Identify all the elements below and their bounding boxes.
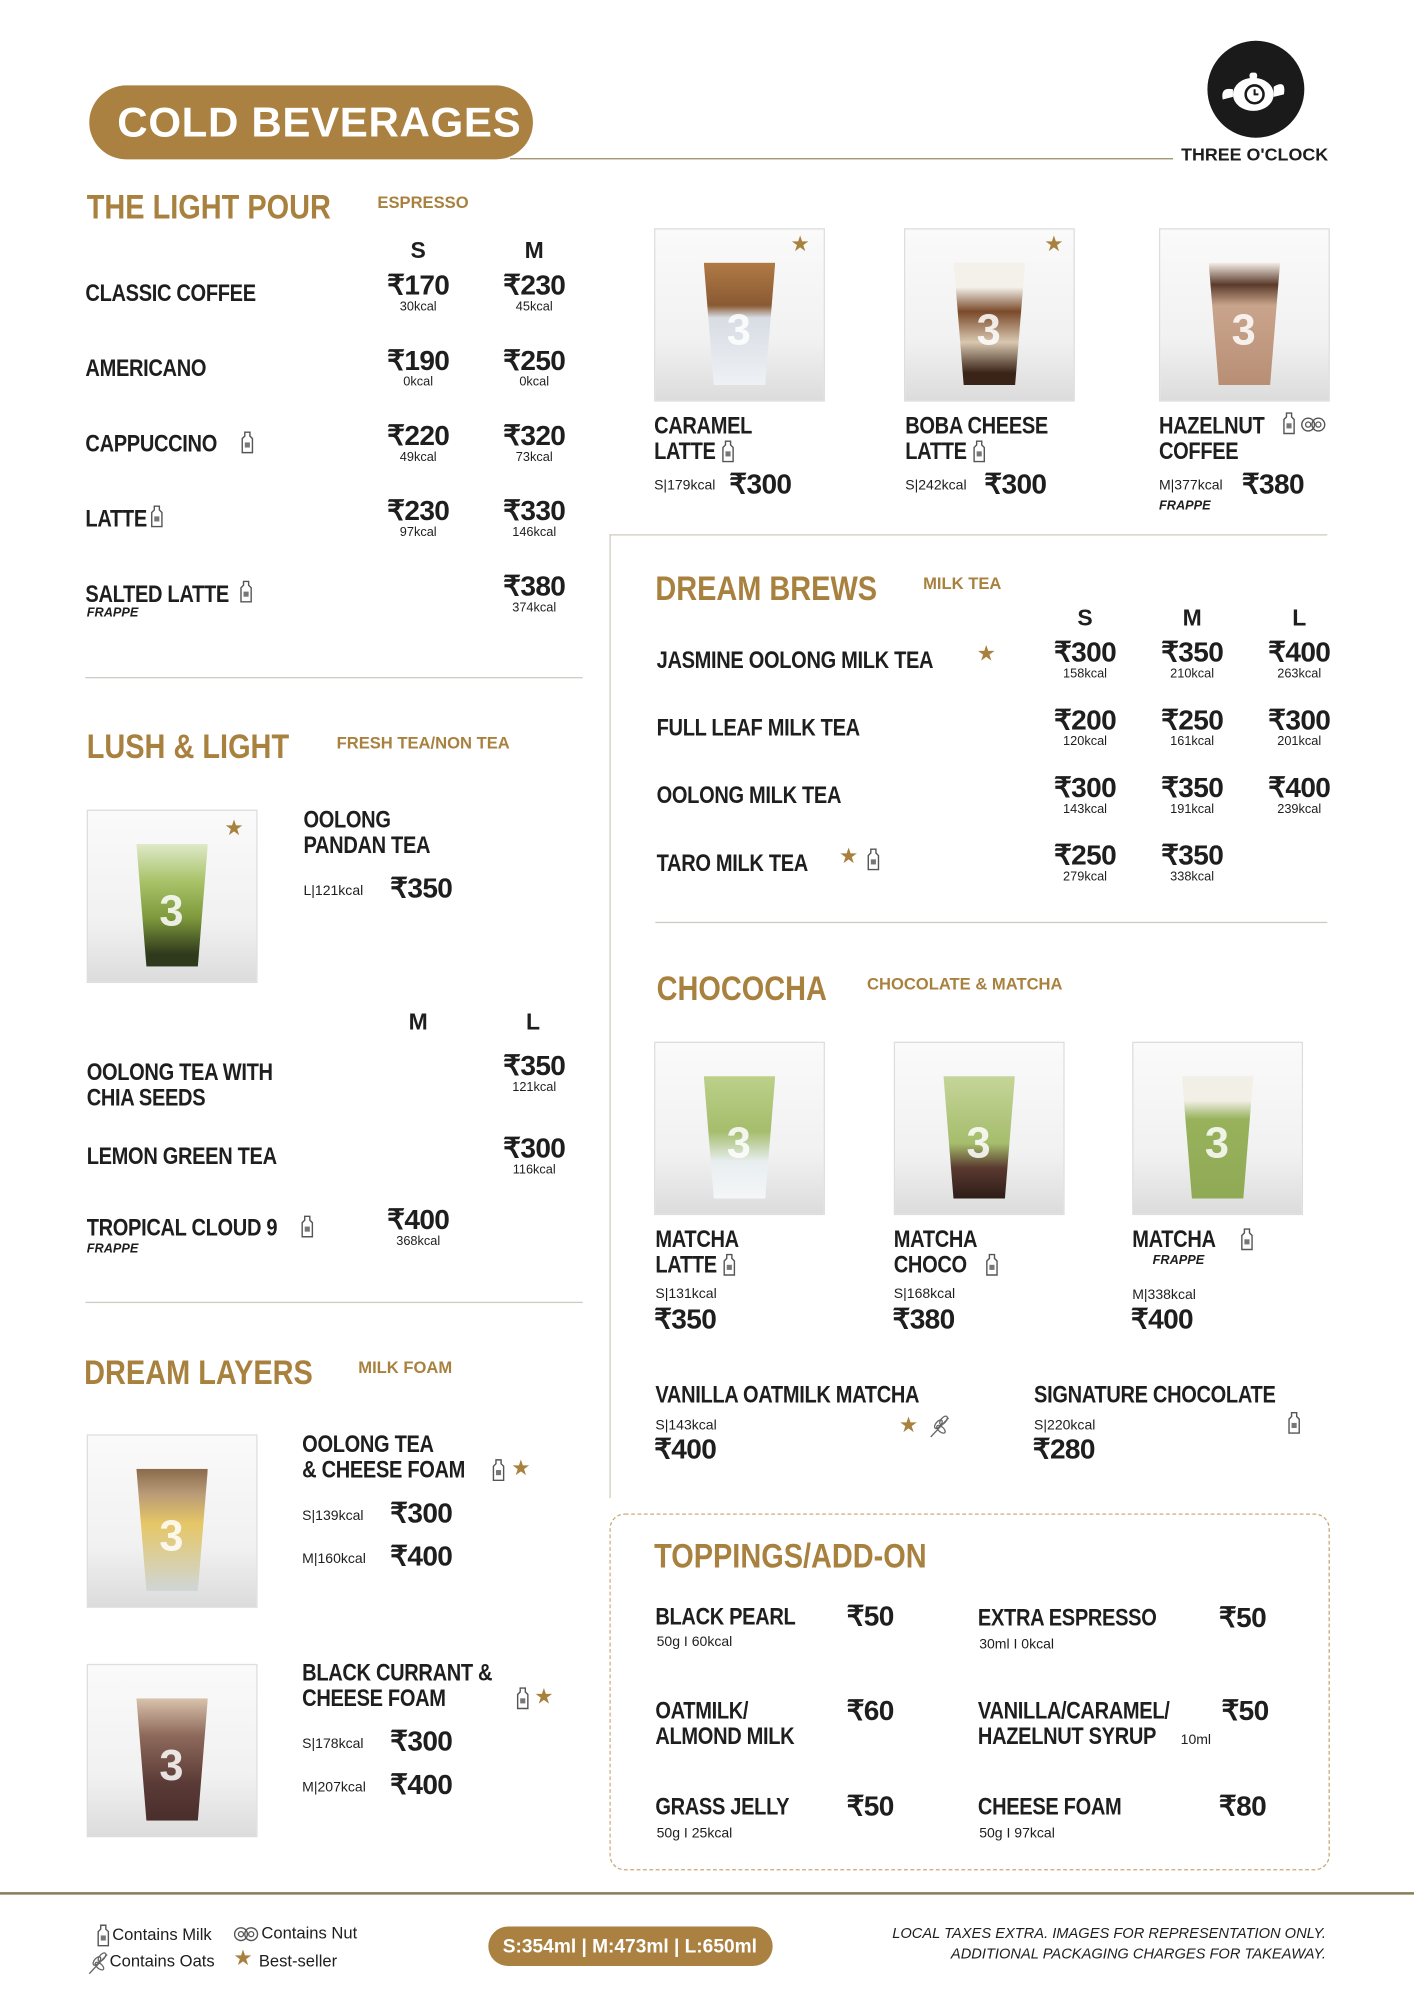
legend-milk: Contains Milk <box>112 1924 212 1944</box>
price: ₹380 <box>503 569 566 602</box>
item-name: CHIA SEEDS <box>86 1083 206 1111</box>
size-kcal: S|242kcal <box>905 478 967 494</box>
footer-note: LOCAL TAXES EXTRA. IMAGES FOR REPRESENTATION ONLY. <box>892 1926 1326 1942</box>
item-name: COFFEE <box>1158 437 1239 465</box>
size-kcal: S|178kcal <box>302 1736 364 1752</box>
section-title-dream-brews: DREAM BREWS <box>655 569 878 608</box>
item-name: CAPPUCCINO <box>85 429 217 457</box>
size-header-l: L <box>1292 604 1307 631</box>
topping-unit: 10ml <box>1180 1732 1212 1749</box>
kcal: 239kcal <box>1277 802 1322 817</box>
price: ₹230 <box>387 494 450 527</box>
size-kcal: M|160kcal <box>302 1551 366 1567</box>
kcal: 0kcal <box>519 375 550 390</box>
product-image-matcha-latte <box>654 1042 825 1215</box>
item-name: BLACK CURRANT & <box>302 1658 493 1686</box>
item-name: CHOCO <box>893 1250 967 1278</box>
bestseller-star-icon: ★ <box>233 1945 253 1970</box>
price: ₹50 <box>1221 1694 1269 1727</box>
brand-logo <box>1207 41 1304 138</box>
topping-name: OATMILK/ <box>655 1697 749 1724</box>
milk-icon <box>722 440 735 469</box>
price: ₹300 <box>1053 636 1117 669</box>
kcal: 201kcal <box>1277 735 1322 750</box>
size-kcal: M|338kcal <box>1132 1287 1196 1304</box>
price: ₹400 <box>387 1203 450 1236</box>
item-name: HAZELNUT <box>1158 411 1265 439</box>
topping-detail: 50g I 25kcal <box>656 1825 733 1842</box>
kcal: 45kcal <box>515 300 553 315</box>
price: ₹170 <box>387 269 450 301</box>
topping-detail: 30ml I 0kcal <box>979 1637 1055 1653</box>
bestseller-star-icon: ★ <box>534 1684 554 1709</box>
kcal: 97kcal <box>399 525 437 540</box>
kcal: 143kcal <box>1063 802 1107 817</box>
price: ₹380 <box>1241 467 1304 500</box>
milk-icon <box>867 848 880 877</box>
kcal: 49kcal <box>399 450 437 465</box>
item-name: CARAMEL <box>654 411 753 439</box>
product-image-oolong-cheese-foam <box>87 1434 258 1607</box>
section-subtitle: CHOCOLATE & MATCHA <box>867 974 1063 994</box>
teapot-clock-icon <box>1207 41 1304 138</box>
milk-icon <box>301 1215 314 1244</box>
price: ₹300 <box>390 1496 453 1529</box>
bestseller-star-icon: ★ <box>790 232 810 257</box>
size-header-m: M <box>524 237 544 264</box>
size-kcal: S|139kcal <box>302 1508 364 1524</box>
price: ₹350 <box>1161 838 1224 871</box>
item-name: LEMON GREEN TEA <box>86 1142 277 1170</box>
kcal: 161kcal <box>1170 735 1215 750</box>
size-kcal: L|121kcal <box>303 883 364 899</box>
price: ₹400 <box>390 1540 453 1573</box>
price: ₹50 <box>846 1600 894 1632</box>
kcal: 368kcal <box>396 1234 441 1249</box>
item-name: FULL LEAF MILK TEA <box>656 714 860 741</box>
item-name: SIGNATURE CHOCOLATE <box>1034 1380 1276 1408</box>
item-name: MATCHA <box>655 1225 739 1253</box>
milk-icon <box>516 1687 529 1716</box>
price: ₹300 <box>390 1725 453 1757</box>
bestseller-star-icon: ★ <box>898 1412 919 1437</box>
item-name: OOLONG TEA <box>302 1430 434 1458</box>
item-name: LATTE <box>85 504 147 532</box>
item-name: LATTE <box>654 437 716 465</box>
section-title-lush-light: LUSH & LIGHT <box>86 727 290 766</box>
bestseller-star-icon: ★ <box>224 816 244 841</box>
item-name: TROPICAL CLOUD 9 <box>86 1213 278 1241</box>
topping-name: CHEESE FOAM <box>977 1792 1122 1820</box>
product-image-matcha-frappe <box>1132 1042 1303 1215</box>
section-title-dream-layers: DREAM LAYERS <box>84 1353 313 1392</box>
legend-nut: Contains Nut <box>261 1923 358 1943</box>
price: ₹300 <box>729 467 792 500</box>
size-kcal: M|207kcal <box>302 1779 366 1796</box>
section-subtitle: MILK TEA <box>923 573 1002 593</box>
price: ₹50 <box>846 1790 894 1822</box>
price: ₹230 <box>503 269 566 301</box>
size-kcal: S|131kcal <box>655 1286 717 1302</box>
price: ₹250 <box>503 344 566 377</box>
section-subtitle: FRESH TEA/NON TEA <box>336 733 510 753</box>
size-kcal: S|168kcal <box>893 1286 956 1302</box>
milk-icon <box>1283 412 1296 441</box>
bestseller-star-icon: ★ <box>976 641 997 666</box>
size-kcal: S|143kcal <box>655 1417 717 1434</box>
price: ₹350 <box>1161 636 1224 669</box>
price: ₹220 <box>387 419 450 452</box>
bestseller-star-icon: ★ <box>838 844 859 869</box>
milk-icon <box>492 1459 505 1488</box>
price: ₹250 <box>1053 838 1117 871</box>
size-kcal: S|220kcal <box>1034 1417 1096 1434</box>
price: ₹200 <box>1053 703 1117 736</box>
kcal: 263kcal <box>1277 667 1322 682</box>
item-name: OOLONG <box>303 805 391 833</box>
kcal: 0kcal <box>403 375 434 390</box>
item-name: LATTE <box>905 437 967 465</box>
kcal: 116kcal <box>512 1163 556 1178</box>
footer-note: ADDITIONAL PACKAGING CHARGES FOR TAKEAWAY. <box>950 1946 1326 1963</box>
item-name: JASMINE OOLONG MILK TEA <box>656 646 934 674</box>
price: ₹300 <box>984 467 1047 500</box>
topping-name: EXTRA ESPRESSO <box>977 1603 1157 1631</box>
section-subtitle: ESPRESSO <box>377 192 469 212</box>
size-header-s: S <box>410 237 426 264</box>
section-title-light-pour: THE LIGHT POUR <box>86 188 331 227</box>
price: ₹350 <box>1161 771 1224 804</box>
price: ₹50 <box>1218 1601 1267 1634</box>
topping-name: GRASS JELLY <box>655 1792 790 1820</box>
oat-icon <box>87 1949 113 1981</box>
brand-name: THREE O'CLOCK <box>1181 144 1329 165</box>
item-name: MATCHA <box>1132 1225 1216 1253</box>
kcal: 191kcal <box>1170 802 1215 817</box>
price: ₹60 <box>846 1694 894 1727</box>
milk-icon <box>723 1253 736 1282</box>
price: ₹400 <box>1130 1303 1194 1335</box>
milk-icon <box>973 440 986 469</box>
price: ₹350 <box>654 1303 717 1335</box>
divider <box>609 534 1327 535</box>
price: ₹250 <box>1161 703 1224 736</box>
nut-icon <box>1301 416 1327 440</box>
price: ₹400 <box>390 1768 453 1801</box>
size-header-m: M <box>408 1009 428 1035</box>
milk-icon <box>240 580 253 609</box>
oat-icon <box>928 1413 954 1445</box>
item-name: PANDAN TEA <box>303 831 431 859</box>
milk-icon <box>150 505 163 534</box>
bestseller-star-icon: ★ <box>1044 232 1064 257</box>
price: ₹350 <box>390 872 453 904</box>
kcal: 73kcal <box>515 450 553 465</box>
price: ₹400 <box>1268 636 1331 669</box>
product-image-black-currant-cheese-foam <box>87 1664 258 1837</box>
item-name: TARO MILK TEA <box>656 849 808 876</box>
item-note: FRAPPE <box>1152 1253 1205 1268</box>
item-name: LATTE <box>655 1250 717 1278</box>
kcal: 121kcal <box>512 1080 557 1095</box>
price: ₹300 <box>1053 771 1117 804</box>
kcal: 338kcal <box>1170 870 1215 885</box>
legend-oats: Contains Oats <box>109 1951 215 1971</box>
product-image-hazelnut-coffee <box>1159 228 1330 401</box>
kcal: 374kcal <box>512 601 557 616</box>
topping-detail: 50g I 97kcal <box>979 1825 1055 1842</box>
item-name: CLASSIC COFFEE <box>85 279 256 306</box>
item-name: CHEESE FOAM <box>302 1684 446 1712</box>
price: ₹300 <box>1268 703 1331 736</box>
item-name: BOBA CHEESE <box>905 411 1048 439</box>
item-name: OOLONG MILK TEA <box>656 781 842 809</box>
item-name: MATCHA <box>893 1225 978 1253</box>
topping-detail: 50g I 60kcal <box>656 1634 733 1650</box>
product-image-matcha-choco <box>894 1042 1065 1215</box>
item-name: VANILLA OATMILK MATCHA <box>655 1380 920 1408</box>
size-header-m: M <box>1182 604 1202 631</box>
divider <box>655 922 1327 923</box>
size-header-s: S <box>1077 604 1093 631</box>
size-kcal: S|179kcal <box>654 478 716 494</box>
milk-icon <box>241 431 254 460</box>
milk-icon <box>1288 1411 1301 1440</box>
price: ₹380 <box>892 1303 955 1335</box>
section-subtitle: MILK FOAM <box>358 1357 453 1377</box>
size-header-l: L <box>525 1009 540 1035</box>
price: ₹190 <box>387 344 450 377</box>
bestseller-star-icon: ★ <box>511 1456 531 1481</box>
item-note: FRAPPE <box>86 1242 139 1257</box>
item-note: FRAPPE <box>1158 499 1211 514</box>
header-rule <box>510 158 1173 159</box>
topping-name: HAZELNUT SYRUP <box>977 1722 1157 1750</box>
size-kcal: M|377kcal <box>1158 478 1223 494</box>
price: ₹280 <box>1032 1433 1095 1465</box>
legend-bestseller: Best-seller <box>258 1951 338 1971</box>
price: ₹320 <box>503 419 566 452</box>
topping-name: ALMOND MILK <box>655 1722 795 1750</box>
price: ₹330 <box>503 494 566 527</box>
price: ₹350 <box>503 1049 566 1082</box>
kcal: 210kcal <box>1170 667 1215 682</box>
topping-name: BLACK PEARL <box>655 1602 796 1630</box>
kcal: 279kcal <box>1063 870 1107 885</box>
item-name: AMERICANO <box>85 354 207 382</box>
price: ₹80 <box>1218 1790 1267 1822</box>
kcal: 146kcal <box>512 525 557 540</box>
kcal: 30kcal <box>399 300 437 315</box>
price: ₹400 <box>654 1433 717 1465</box>
divider <box>85 677 582 678</box>
kcal: 158kcal <box>1063 667 1107 682</box>
topping-name: VANILLA/CARAMEL/ <box>977 1697 1170 1724</box>
page-title: COLD BEVERAGES <box>117 98 522 146</box>
price: ₹300 <box>503 1132 566 1165</box>
divider <box>85 1302 582 1303</box>
item-name: OOLONG TEA WITH <box>86 1058 273 1086</box>
price: ₹400 <box>1268 771 1331 804</box>
kcal: 120kcal <box>1063 735 1107 750</box>
item-note: FRAPPE <box>86 606 139 621</box>
milk-icon <box>986 1253 999 1282</box>
cup-sizes: S:354ml | M:473ml | L:650ml <box>502 1936 757 1958</box>
vertical-divider <box>609 534 610 1498</box>
milk-icon <box>1241 1228 1254 1257</box>
section-title-chococha: CHOCOCHA <box>656 969 827 1008</box>
item-name: & CHEESE FOAM <box>302 1456 466 1483</box>
section-title-toppings: TOPPINGS/ADD-ON <box>654 1537 927 1576</box>
footer-rule <box>0 1892 1414 1895</box>
item-name: SALTED LATTE <box>85 580 229 607</box>
